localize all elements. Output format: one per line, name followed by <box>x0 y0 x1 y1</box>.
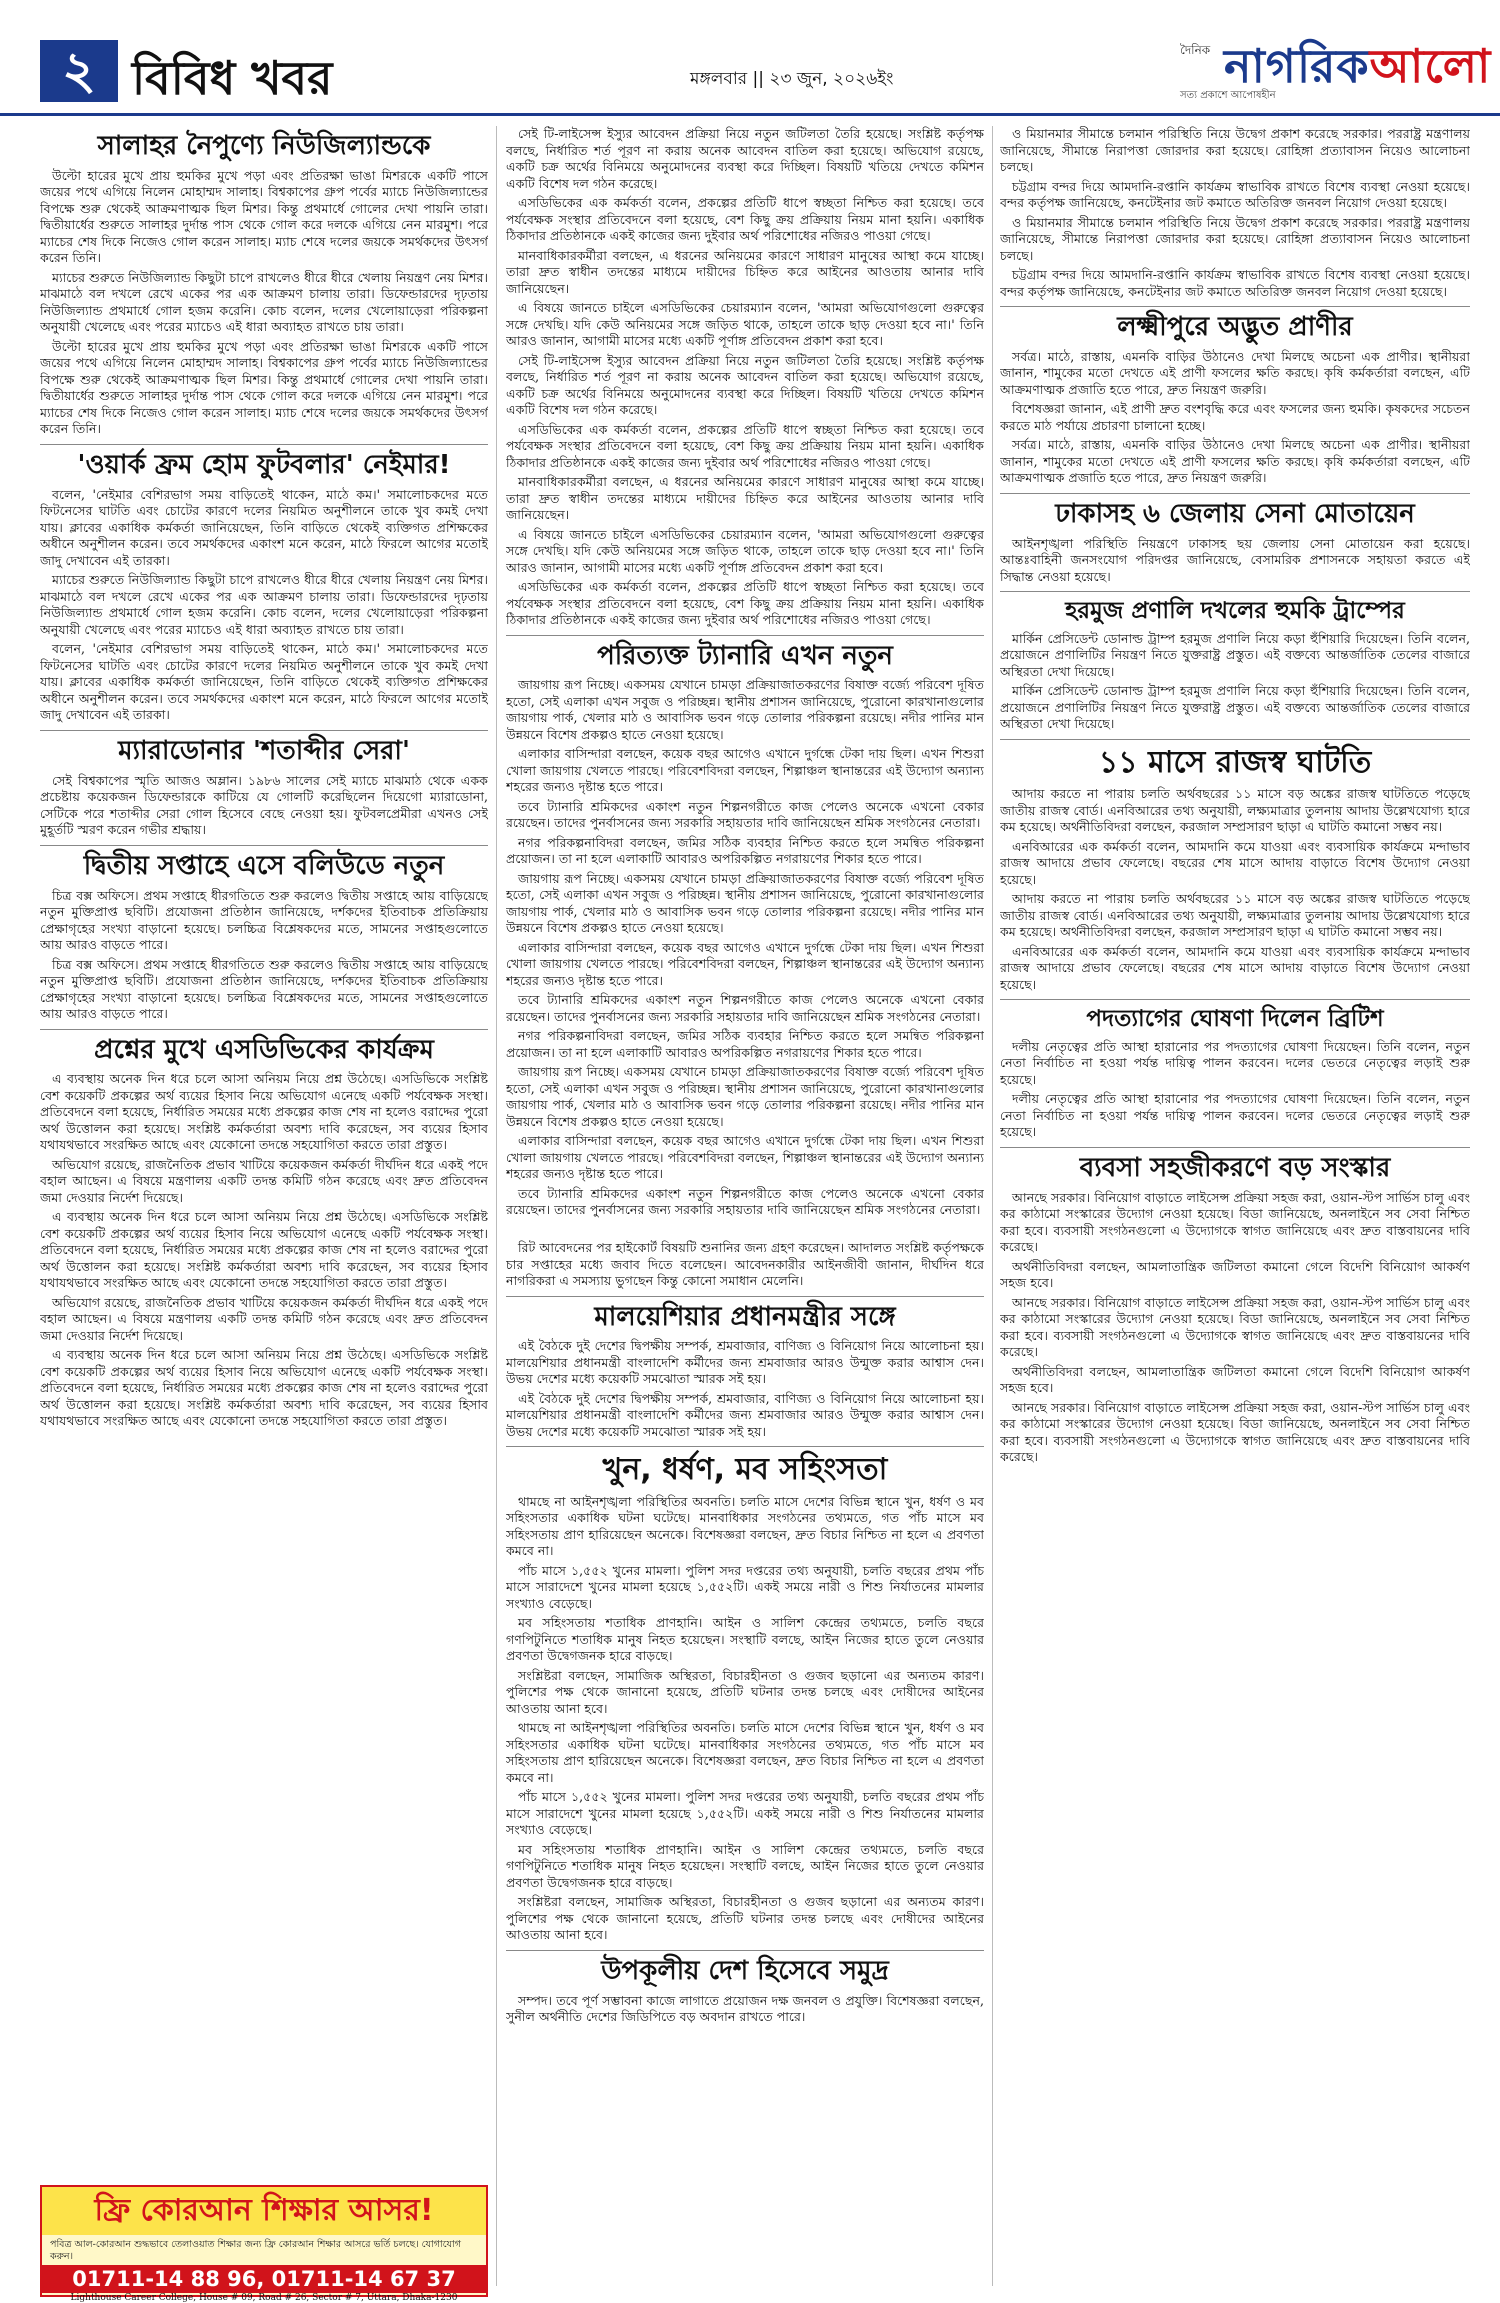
article-text: অর্থনীতিবিদরা বলছেন, আমলাতান্ত্রিক জটিলতা কমানো গেলে বিদেশি বিনিয়োগ আকর্ষণ সহজ হবে। <box>1000 1258 1470 1291</box>
article-text: মার্কিন প্রেসিডেন্ট ডোনাল্ড ট্রাম্প হরমুজ প্রণালি নিয়ে কড়া হুঁশিয়ারি দিয়েছেন। তিনি বলেন, প্রয়োজনে প্রণালিটির নিয়ন্ত্রণ নিতে যুক্তরাষ্ট্র প্রস্তুত। এই বক্তব্যে আন্তর্জাতিক তেলের বাজারে অস্থিরতা দেখা দিয়েছে। <box>1000 630 1470 679</box>
article-text: তবে ট্যানারি শ্রমিকদের একাংশ নতুন শিল্পনগরীতে কাজ পেলেও অনেকে এখনো বেকার রয়েছেন। তাদের পুনর্বাসনের জন্য সরকারি সহায়তার দাবি জানিয়েছেন শ্রমিক সংগঠনের নেতারা। <box>506 798 984 831</box>
article-text: আদায় করতে না পারায় চলতি অর্থবছরের ১১ মাসে বড় অঙ্কের রাজস্ব ঘাটতিতে পড়েছে জাতীয় রাজস্ব বোর্ড। এনবিআরের তথ্য অনুযায়ী, লক্ষ্যমাত্রার তুলনায় আদায় উল্লেখযোগ্য হারে কম হয়েছে। অর্থনীতিবিদরা বলছেন, করজাল সম্প্রসারণ ছাড়া এ ঘাটতি কমানো সম্ভব নয়। <box>1000 786 1470 835</box>
article-text: এ বিষয়ে জানতে চাইলে এসডিভিকের চেয়ারম্যান বলেন, 'আমরা অভিযোগগুলো গুরুত্বের সঙ্গে দেখছি। যদি কেউ অনিয়মের সঙ্গে জড়িত থাকে, তাহলে তাকে ছাড় দেওয়া হবে না।' তিনি আরও জানান, আগামী মাসের মধ্যে একটি পূর্ণাঙ্গ প্রতিবেদন প্রকাশ করা হবে। <box>506 300 984 348</box>
article-text: বলেন, 'নেইমার বেশিরভাগ সময় বাড়িতেই থাকেন, মাঠে কম।' সমালোচকদের মতে ফিটনেসের ঘাটতি এবং চোটের কারণে দলের নিয়মিত অনুশীলনে তাকে খুব কমই দেখা যায়। ক্লাবের একাধিক কর্মকর্তা জানিয়েছেন, তিনি বাড়িতে থেকেই ব্যক্তিগত প্রশিক্ষকের অধীনে অনুশীলন করেন। তবে সমর্থকদের একাংশ মনে করেন, মাঠে ফিরলে আগের মতোই জাদু দেখাবেন এই তারকা। <box>40 486 488 568</box>
article-text: সর্বত্র। মাঠে, রাস্তায়, এমনকি বাড়ির উঠানেও দেখা মিলছে অচেনা এক প্রাণীর। স্থানীয়রা জানান, শামুকের মতো দেখতে এই প্রাণী ফসলের ক্ষতি করছে। কৃষি কর্মকর্তারা বলছেন, এটি আক্রমণাত্মক প্রজাতি হতে পারে, দ্রুত নিয়ন্ত্রণ জরুরি। <box>1000 437 1470 486</box>
headline-business-reform: ব্যবসা সহজীকরণে বড় সংস্কার <box>1079 1152 1391 1183</box>
article-text: উল্টো হারের মুখে প্রায় হুমকির মুখে পড়া এবং প্রতিরক্ষা ভাঙা মিশরকে একটি পাসে জয়ের পথে এগিয়ে নিলেন মোহাম্মদ সালাহ। বিশ্বকাপের গ্রুপ পর্বের ম্যাচে নিউজিল্যান্ডের বিপক্ষে শুরু থেকেই আক্রমণাত্মক ছিল মিশর। কিন্তু প্রথমার্ধে গোলের দেখা পায়নি তারা। দ্বিতীয়ার্ধের শুরুতে সালাহর দুর্দান্ত পাস থেকে গোল করে দলকে এগিয়ে নেন মারমুশ। পরে ম্যাচের শেষ দিকে নিজেও গোল করেন সালাহ। ম্যাচ শেষে দলের জয়কে সমর্থকদের উৎসর্গ করেন তিনি। <box>40 338 488 437</box>
masthead-name-b: আলো <box>1369 39 1492 93</box>
headline-maradona: ম্যারাডোনার 'শতাব্দীর সেরা' <box>118 735 410 766</box>
masthead-name-a: নাগরিক <box>1224 39 1370 93</box>
article-text: জায়গায় রূপ নিচ্ছে। একসময় যেখানে চামড়া প্রক্রিয়াজাতকরণের বিষাক্ত বর্জ্যে পরিবেশ দূষিত হতো, সেই এলাকা এখন সবুজ ও পরিচ্ছন্ন। স্থানীয় প্রশাসন জানিয়েছে, পুরোনো কারখানাগুলোর জায়গায় পার্ক, খেলার মাঠ ও আবাসিক ভবন গড়ে তোলার পরিকল্পনা রয়েছে। নদীর পানির মান উন্নয়নে বিশেষ প্রকল্পও হাতে নেওয়া হয়েছে। <box>506 1064 984 1129</box>
article-text: এসডিভিকের এক কর্মকর্তা বলেন, প্রকল্পের প্রতিটি ধাপে স্বচ্ছতা নিশ্চিত করা হয়েছে। তবে পর্যবেক্ষক সংস্থার প্রতিবেদনে বলা হয়েছে, বেশ কিছু ক্রয় প্রক্রিয়ায় নিয়ম মানা হয়নি। একাধিক ঠিকাদার প্রতিষ্ঠানকে একই কাজের জন্য দুইবার অর্থ পরিশোধের নজিরও পাওয়া গেছে। <box>506 579 984 627</box>
divider <box>506 1950 984 1951</box>
page-number: ২ <box>40 40 118 102</box>
headline-sdvk: প্রশ্নের মুখে এসডিভিকের কার্যক্রম <box>94 1034 434 1065</box>
ad-phone: 01711-14 88 96, 01711-14 67 37 <box>42 2265 486 2293</box>
article-text: আনছে সরকার। বিনিয়োগ বাড়াতে লাইসেন্স প্রক্রিয়া সহজ করা, ওয়ান-স্টপ সার্ভিস চালু এবং কর কাঠামো সংস্কারের উদ্যোগ নেওয়া হয়েছে। বিডা জানিয়েছে, অনলাইনে সব সেবা নিশ্চিত করা হবে। ব্যবসায়ী সংগঠনগুলো এ উদ্যোগকে স্বাগত জানিয়েছে এবং দ্রুত বাস্তবায়নের দাবি করেছে। <box>1000 1189 1470 1255</box>
article-text: জায়গায় রূপ নিচ্ছে। একসময় যেখানে চামড়া প্রক্রিয়াজাতকরণের বিষাক্ত বর্জ্যে পরিবেশ দূষিত হতো, সেই এলাকা এখন সবুজ ও পরিচ্ছন্ন। স্থানীয় প্রশাসন জানিয়েছে, পুরোনো কারখানাগুলোর জায়গায় পার্ক, খেলার মাঠ ও আবাসিক ভবন গড়ে তোলার পরিকল্পনা রয়েছে। নদীর পানির মান উন্নয়নে বিশেষ প্রকল্পও হাতে নেওয়া হয়েছে। <box>506 677 984 742</box>
ad-body: পবিত্র আল-কোরআন শুদ্ধভাবে তেলাওয়াত শিক্ষার জন্য ফ্রি কোরআন শিক্ষার আসরে ভর্তি চলছে। যোগাযোগ করুন। <box>50 2239 461 2262</box>
headline-neymar: 'ওয়ার্ক ফ্রম হোম ফুটবলার' নেইমার! <box>77 449 451 480</box>
ad-address: Lighthouse Career College, House # 09, Road # 26, Sector # 7, Uttara, Dhaka-1230 <box>70 2293 458 2303</box>
article-text: অভিযোগ রয়েছে, রাজনৈতিক প্রভাব খাটিয়ে কয়েকজন কর্মকর্তা দীর্ঘদিন ধরে একই পদে বহাল আছেন। এ বিষয়ে মন্ত্রণালয় একটি তদন্ত কমিটি গঠন করেছে এবং দ্রুত প্রতিবেদন জমা দেওয়ার নির্দেশ দিয়েছে। <box>40 1156 488 1205</box>
divider <box>506 1296 984 1297</box>
headline-malaysia-pm: মালয়েশিয়ার প্রধানমন্ত্রীর সঙ্গে <box>594 1301 896 1332</box>
column-separator <box>992 126 993 2286</box>
article-text: অভিযোগ রয়েছে, রাজনৈতিক প্রভাব খাটিয়ে কয়েকজন কর্মকর্তা দীর্ঘদিন ধরে একই পদে বহাল আছেন। এ বিষয়ে মন্ত্রণালয় একটি তদন্ত কমিটি গঠন করেছে এবং দ্রুত প্রতিবেদন জমা দেওয়ার নির্দেশ দিয়েছে। <box>40 1294 488 1343</box>
article-text: আইনশৃঙ্খলা পরিস্থিতি নিয়ন্ত্রণে ঢাকাসহ ছয় জেলায় সেনা মোতায়েন করা হয়েছে। আন্তঃবাহিনী জনসংযোগ পরিদপ্তর জানিয়েছে, বেসামরিক প্রশাসনকে সহায়তা করতে এই সিদ্ধান্ত নেওয়া হয়েছে। <box>1000 535 1470 584</box>
divider <box>506 635 984 636</box>
article-text: সর্বত্র। মাঠে, রাস্তায়, এমনকি বাড়ির উঠানেও দেখা মিলছে অচেনা এক প্রাণীর। স্থানীয়রা জানান, শামুকের মতো দেখতে এই প্রাণী ফসলের ক্ষতি করছে। কৃষি কর্মকর্তারা বলছেন, এটি আক্রমণাত্মক প্রজাতি হতে পারে, দ্রুত নিয়ন্ত্রণ জরুরি। <box>1000 348 1470 397</box>
divider <box>1000 739 1470 740</box>
article-text: এলাকার বাসিন্দারা বলছেন, কয়েক বছর আগেও এখানে দুর্গন্ধে টেকা দায় ছিল। এখন শিশুরা খোলা জায়গায় খেলতে পারছে। পরিবেশবিদরা বলছেন, শিল্পাঞ্চল স্থানান্তরের এই উদ্যোগ অন্যান্য শহরের জন্যও দৃষ্টান্ত হতে পারে। <box>506 1133 984 1182</box>
section-title: বিবিধ খবর <box>132 51 333 105</box>
article-text: এ ব্যবস্থায় অনেক দিন ধরে চলে আসা অনিয়ম নিয়ে প্রশ্ন উঠেছে। এসডিভিকে সংশ্লিষ্ট বেশ কয়েকটি প্রকল্পের অর্থ ব্যয়ের হিসাব নিয়ে অভিযোগ এনেছে একটি পর্যবেক্ষক সংস্থা। প্রতিবেদনে বলা হয়েছে, নির্ধারিত সময়ের মধ্যে প্রকল্পের কাজ শেষ না হলেও বরাদ্দের পুরো অর্থ উত্তোলন করা হয়েছে। সংশ্লিষ্ট কর্মকর্তারা অবশ্য দাবি করেছেন, সব ব্যয়ের হিসাব যথাযথভাবে সংরক্ষিত আছে এবং যেকোনো তদন্তে সহযোগিতা করতে তারা প্রস্তুত। <box>40 1071 488 1153</box>
divider <box>1000 493 1470 494</box>
article-text: এই বৈঠকে দুই দেশের দ্বিপক্ষীয় সম্পর্ক, শ্রমবাজার, বাণিজ্য ও বিনিয়োগ নিয়ে আলোচনা হয়। মালয়েশিয়ার প্রধানমন্ত্রী বাংলাদেশি কর্মীদের জন্য শ্রমবাজার আরও উন্মুক্ত করার আশ্বাস দেন। উভয় দেশের মধ্যে কয়েকটি সমঝোতা স্মারক সই হয়। <box>506 1338 984 1387</box>
column-separator <box>496 126 497 2286</box>
headline-hormuz: হরমুজ প্রণালি দখলের হুমকি ট্রাম্পের <box>1065 598 1405 625</box>
article-text: এ বিষয়ে জানতে চাইলে এসডিভিকের চেয়ারম্যান বলেন, 'আমরা অভিযোগগুলো গুরুত্বের সঙ্গে দেখছি। যদি কেউ অনিয়মের সঙ্গে জড়িত থাকে, তাহলে তাকে ছাড় দেওয়া হবে না।' তিনি আরও জানান, আগামী মাসের মধ্যে একটি পূর্ণাঙ্গ প্রতিবেদন প্রকাশ করা হবে। <box>506 526 984 575</box>
article-text: জায়গায় রূপ নিচ্ছে। একসময় যেখানে চামড়া প্রক্রিয়াজাতকরণের বিষাক্ত বর্জ্যে পরিবেশ দূষিত হতো, সেই এলাকা এখন সবুজ ও পরিচ্ছন্ন। স্থানীয় প্রশাসন জানিয়েছে, পুরোনো কারখানাগুলোর জায়গায় পার্ক, খেলার মাঠ ও আবাসিক ভবন গড়ে তোলার পরিকল্পনা রয়েছে। নদীর পানির মান উন্নয়নে বিশেষ প্রকল্পও হাতে নেওয়া হয়েছে। <box>506 870 984 936</box>
divider <box>40 730 488 731</box>
page-header <box>0 0 1500 116</box>
article-text: নগর পরিকল্পনাবিদরা বলছেন, জমির সঠিক ব্যবহার নিশ্চিত করতে হলে সমন্বিত পরিকল্পনা প্রয়োজন। তা না হলে এলাকাটি আবারও অপরিকল্পিত নগরায়ণের শিকার হতে পারে। <box>506 1028 984 1060</box>
article-text: রিট আবেদনের পর হাইকোর্ট বিষয়টি শুনানির জন্য গ্রহণ করেছেন। আদালত সংশ্লিষ্ট কর্তৃপক্ষকে চার সপ্তাহের মধ্যে জবাব দিতে বলেছেন। আবেদনকারীর আইনজীবী জানান, দীর্ঘদিন ধরে নাগরিকরা এ সমস্যায় ভুগছেন কিন্তু কোনো সমাধান মেলেনি। <box>506 1240 984 1288</box>
article-text: ম্যাচের শুরুতে নিউজিল্যান্ড কিছুটা চাপে রাখলেও ধীরে ধীরে খেলায় নিয়ন্ত্রণ নেয় মিশর। মাঝমাঠে বল দখলে রেখে একের পর এক আক্রমণ চালায় তারা। ডিফেন্ডারদের দৃঢ়তায় নিউজিল্যান্ড প্রথমার্ধে গোল হজম করেনি। কোচ বলেন, দলের খেলোয়াড়েরা পরিকল্পনা অনুযায়ী খেলেছে এবং পরের ম্যাচেও এই ধারা অব্যাহত রাখতে চায় তারা। <box>40 269 488 335</box>
article-text: বলেন, 'নেইমার বেশিরভাগ সময় বাড়িতেই থাকেন, মাঠে কম।' সমালোচকদের মতে ফিটনেসের ঘাটতি এবং চোটের কারণে দলের নিয়মিত অনুশীলনে তাকে খুব কমই দেখা যায়। ক্লাবের একাধিক কর্মকর্তা জানিয়েছেন, তিনি বাড়িতে থেকেই ব্যক্তিগত প্রশিক্ষকের অধীনে অনুশীলন করেন। তবে সমর্থকদের একাংশ মনে করেন, মাঠে ফিরলে আগের মতোই জাদু দেখাবেন এই তারকা। <box>40 641 488 723</box>
article-text: পাঁচ মাসে ১,৫৫২ খুনের মামলা। পুলিশ সদর দপ্তরের তথ্য অনুযায়ী, চলতি বছরের প্রথম পাঁচ মাসে সারাদেশে খুনের মামলা হয়েছে ১,৫৫২টি। একই সময়ে নারী ও শিশু নির্যাতনের মামলার সংখ্যাও বেড়েছে। <box>506 1562 984 1611</box>
divider <box>40 1029 488 1030</box>
column-3 <box>1000 126 1470 2296</box>
article-text: এ ব্যবস্থায় অনেক দিন ধরে চলে আসা অনিয়ম নিয়ে প্রশ্ন উঠেছে। এসডিভিকে সংশ্লিষ্ট বেশ কয়েকটি প্রকল্পের অর্থ ব্যয়ের হিসাব নিয়ে অভিযোগ এনেছে একটি পর্যবেক্ষক সংস্থা। প্রতিবেদনে বলা হয়েছে, নির্ধারিত সময়ের মধ্যে প্রকল্পের কাজ শেষ না হলেও বরাদ্দের পুরো অর্থ উত্তোলন করা হয়েছে। সংশ্লিষ্ট কর্মকর্তারা অবশ্য দাবি করেছেন, সব ব্যয়ের হিসাব যথাযথভাবে সংরক্ষিত আছে এবং যেকোনো তদন্তে সহযোগিতা করতে তারা প্রস্তুত। <box>40 1209 488 1291</box>
article-text: এই বৈঠকে দুই দেশের দ্বিপক্ষীয় সম্পর্ক, শ্রমবাজার, বাণিজ্য ও বিনিয়োগ নিয়ে আলোচনা হয়। মালয়েশিয়ার প্রধানমন্ত্রী বাংলাদেশি কর্মীদের জন্য শ্রমবাজার আরও উন্মুক্ত করার আশ্বাস দেন। উভয় দেশের মধ্যে কয়েকটি সমঝোতা স্মারক সই হয়। <box>506 1390 984 1439</box>
article-text: চট্টগ্রাম বন্দর দিয়ে আমদানি-রপ্তানি কার্যক্রম স্বাভাবিক রাখতে বিশেষ ব্যবস্থা নেওয়া হয়েছে। বন্দর কর্তৃপক্ষ জানিয়েছে, কনটেইনার জট কমাতে অতিরিক্ত জনবল নিয়োগ দেওয়া হয়েছে। <box>1000 267 1470 299</box>
article-text: তবে ট্যানারি শ্রমিকদের একাংশ নতুন শিল্পনগরীতে কাজ পেলেও অনেকে এখনো বেকার রয়েছেন। তাদের পুনর্বাসনের জন্য সরকারি সহায়তার দাবি জানিয়েছেন শ্রমিক সংগঠনের নেতারা। <box>506 1185 984 1218</box>
quran-class-advertisement <box>40 2185 488 2303</box>
headline-sea-resources: উপকূলীয় দেশ হিসেবে সমুদ্র <box>601 1955 889 1986</box>
article-text: চিত্র বক্স অফিসে। প্রথম সপ্তাহে ধীরগতিতে শুরু করলেও দ্বিতীয় সপ্তাহে আয় বাড়িয়েছে নতুন মুক্তিপ্রাপ্ত ছবিটি। প্রযোজনা প্রতিষ্ঠান জানিয়েছে, দর্শকদের ইতিবাচক প্রতিক্রিয়ায় প্রেক্ষাগৃহের সংখ্যা বাড়ানো হয়েছে। চলচ্চিত্র বিশ্লেষকদের মতে, সামনের সপ্তাহগুলোতে আয় আরও বাড়তে পারে। <box>40 956 488 1022</box>
headline-british-resign: পদত্যাগের ঘোষণা দিলেন ব্রিটিশ <box>1086 1006 1384 1033</box>
article-text: সংশ্লিষ্টরা বলছেন, সামাজিক অস্থিরতা, বিচারহীনতা ও গুজব ছড়ানো এর অন্যতম কারণ। পুলিশের পক্ষ থেকে জানানো হয়েছে, প্রতিটি ঘটনার তদন্ত চলছে এবং দোষীদের আইনের আওতায় আনা হবে। <box>506 1667 984 1716</box>
article-text: এনবিআরের এক কর্মকর্তা বলেন, আমদানি কমে যাওয়া এবং ব্যবসায়িক কার্যক্রমে মন্দাভাব রাজস্ব আদায়ে প্রভাব ফেলেছে। বছরের শেষ মাসে আদায় বাড়াতে বিশেষ উদ্যোগ নেওয়া হয়েছে। <box>1000 838 1470 887</box>
column-2-lower <box>506 1240 984 2290</box>
article-text: মানবাধিকারকর্মীরা বলছেন, এ ধরনের অনিয়মের কারণে সাধারণ মানুষের আস্থা কমে যাচ্ছে। তারা দ্রুত স্বাধীন তদন্তের মাধ্যমে দায়ীদের চিহ্নিত করে আইনের আওতায় আনার দাবি জানিয়েছেন। <box>506 474 984 522</box>
article-text: এলাকার বাসিন্দারা বলছেন, কয়েক বছর আগেও এখানে দুর্গন্ধে টেকা দায় ছিল। এখন শিশুরা খোলা জায়গায় খেলতে পারছে। পরিবেশবিদরা বলছেন, শিল্পাঞ্চল স্থানান্তরের এই উদ্যোগ অন্যান্য শহরের জন্যও দৃষ্টান্ত হতে পারে। <box>506 939 984 988</box>
article-text: থামছে না আইনশৃঙ্খলা পরিস্থিতির অবনতি। চলতি মাসে দেশের বিভিন্ন স্থানে খুন, ধর্ষণ ও মব সহিংসতার একাধিক ঘটনা ঘটেছে। মানবাধিকার সংগঠনের তথ্যমতে, গত পাঁচ মাসে মব সহিংসতায় প্রাণ হারিয়েছেন অনেকে। বিশেষজ্ঞরা বলছেন, দ্রুত বিচার নিশ্চিত না হলে এ প্রবণতা কমবে না। <box>506 1493 984 1559</box>
masthead-tagline: সত্য প্রকাশে আপোষহীন <box>1180 90 1276 101</box>
divider <box>1000 999 1470 1000</box>
article-text: মার্কিন প্রেসিডেন্ট ডোনাল্ড ট্রাম্প হরমুজ প্রণালি নিয়ে কড়া হুঁশিয়ারি দিয়েছেন। তিনি বলেন, প্রয়োজনে প্রণালিটির নিয়ন্ত্রণ নিতে যুক্তরাষ্ট্র প্রস্তুত। এই বক্তব্যে আন্তর্জাতিক তেলের বাজারে অস্থিরতা দেখা দিয়েছে। <box>1000 683 1470 732</box>
headline-lakshmipur: লক্ষ্মীপুরে অদ্ভুত প্রাণীর <box>1117 312 1353 342</box>
article-text: চট্টগ্রাম বন্দর দিয়ে আমদানি-রপ্তানি কার্যক্রম স্বাভাবিক রাখতে বিশেষ ব্যবস্থা নেওয়া হয়েছে। বন্দর কর্তৃপক্ষ জানিয়েছে, কনটেইনার জট কমাতে অতিরিক্ত জনবল নিয়োগ দেওয়া হয়েছে। <box>1000 178 1470 210</box>
article-text: এলাকার বাসিন্দারা বলছেন, কয়েক বছর আগেও এখানে দুর্গন্ধে টেকা দায় ছিল। এখন শিশুরা খোলা জায়গায় খেলতে পারছে। পরিবেশবিদরা বলছেন, শিল্পাঞ্চল স্থানান্তরের এই উদ্যোগ অন্যান্য শহরের জন্যও দৃষ্টান্ত হতে পারে। <box>506 746 984 795</box>
headline-bollywood: দ্বিতীয় সপ্তাহে এসে বলিউডে নতুন <box>83 850 445 881</box>
article-text: আনছে সরকার। বিনিয়োগ বাড়াতে লাইসেন্স প্রক্রিয়া সহজ করা, ওয়ান-স্টপ সার্ভিস চালু এবং কর কাঠামো সংস্কারের উদ্যোগ নেওয়া হয়েছে। বিডা জানিয়েছে, অনলাইনে সব সেবা নিশ্চিত করা হবে। ব্যবসায়ী সংগঠনগুলো এ উদ্যোগকে স্বাগত জানিয়েছে এবং দ্রুত বাস্তবায়নের দাবি করেছে। <box>1000 1399 1470 1465</box>
article-text: ম্যাচের শুরুতে নিউজিল্যান্ড কিছুটা চাপে রাখলেও ধীরে ধীরে খেলায় নিয়ন্ত্রণ নেয় মিশর। মাঝমাঠে বল দখলে রেখে একের পর এক আক্রমণ চালায় তারা। ডিফেন্ডারদের দৃঢ়তায় নিউজিল্যান্ড প্রথমার্ধে গোল হজম করেনি। কোচ বলেন, দলের খেলোয়াড়েরা পরিকল্পনা অনুযায়ী খেলেছে এবং পরের ম্যাচেও এই ধারা অব্যাহত রাখতে চায় তারা। <box>40 572 488 637</box>
article-text: চিত্র বক্স অফিসে। প্রথম সপ্তাহে ধীরগতিতে শুরু করলেও দ্বিতীয় সপ্তাহে আয় বাড়িয়েছে নতুন মুক্তিপ্রাপ্ত ছবিটি। প্রযোজনা প্রতিষ্ঠান জানিয়েছে, দর্শকদের ইতিবাচক প্রতিক্রিয়ায় প্রেক্ষাগৃহের সংখ্যা বাড়ানো হয়েছে। চলচ্চিত্র বিশ্লেষকদের মতে, সামনের সপ্তাহগুলোতে আয় আরও বাড়তে পারে। <box>40 887 488 953</box>
article-text: দলীয় নেতৃত্বের প্রতি আস্থা হারানোর পর পদত্যাগের ঘোষণা দিয়েছেন। তিনি বলেন, নতুন নেতা নির্বাচিত না হওয়া পর্যন্ত দায়িত্ব পালন করবেন। দলের ভেতরে নেতৃত্বের লড়াই শুরু হয়েছে। <box>1000 1038 1470 1087</box>
issue-date: মঙ্গলবার || ২৩ জুন, ২০২৬ইং <box>690 69 894 89</box>
article-text: সংশ্লিষ্টরা বলছেন, সামাজিক অস্থিরতা, বিচারহীনতা ও গুজব ছড়ানো এর অন্যতম কারণ। পুলিশের পক্ষ থেকে জানানো হয়েছে, প্রতিটি ঘটনার তদন্ত চলছে এবং দোষীদের আইনের আওতায় আনা হবে। <box>506 1894 984 1943</box>
headline-salah: সালাহর নৈপুণ্যে নিউজিল্যান্ডকে <box>97 131 431 161</box>
article-text: অর্থনীতিবিদরা বলছেন, আমলাতান্ত্রিক জটিলতা কমানো গেলে বিদেশি বিনিয়োগ আকর্ষণ সহজ হবে। <box>1000 1363 1470 1396</box>
article-text: আনছে সরকার। বিনিয়োগ বাড়াতে লাইসেন্স প্রক্রিয়া সহজ করা, ওয়ান-স্টপ সার্ভিস চালু এবং কর কাঠামো সংস্কারের উদ্যোগ নেওয়া হয়েছে। বিডা জানিয়েছে, অনলাইনে সব সেবা নিশ্চিত করা হবে। ব্যবসায়ী সংগঠনগুলো এ উদ্যোগকে স্বাগত জানিয়েছে এবং দ্রুত বাস্তবায়নের দাবি করেছে। <box>1000 1294 1470 1360</box>
article-text: নগর পরিকল্পনাবিদরা বলছেন, জমির সঠিক ব্যবহার নিশ্চিত করতে হলে সমন্বিত পরিকল্পনা প্রয়োজন। তা না হলে এলাকাটি আবারও অপরিকল্পিত নগরায়ণের শিকার হতে পারে। <box>506 834 984 867</box>
masthead-logo <box>1180 32 1492 106</box>
article-text: এসডিভিকের এক কর্মকর্তা বলেন, প্রকল্পের প্রতিটি ধাপে স্বচ্ছতা নিশ্চিত করা হয়েছে। তবে পর্যবেক্ষক সংস্থার প্রতিবেদনে বলা হয়েছে, বেশ কিছু ক্রয় প্রক্রিয়ায় নিয়ম মানা হয়নি। একাধিক ঠিকাদার প্রতিষ্ঠানকে একই কাজের জন্য দুইবার অর্থ পরিশোধের নজিরও পাওয়া গেছে। <box>506 421 984 470</box>
article-text: ও মিয়ানমার সীমান্তে চলমান পরিস্থিতি নিয়ে উদ্বেগ প্রকাশ করেছে সরকার। পররাষ্ট্র মন্ত্রণালয় জানিয়েছে, সীমান্তে নিরাপত্তা জোরদার করা হয়েছে। রোহিঙ্গা প্রত্যাবাসন নিয়েও আলোচনা চলছে। <box>1000 126 1470 174</box>
article-text: মব সহিংসতায় শতাধিক প্রাণহানি। আইন ও সালিশ কেন্দ্রের তথ্যমতে, চলতি বছরে গণপিটুনিতে শতাধিক মানুষ নিহত হয়েছেন। সংস্থাটি বলছে, আইন নিজের হাতে তুলে নেওয়ার প্রবণতা উদ্বেগজনক হারে বাড়ছে। <box>506 1615 984 1664</box>
article-text: বিশেষজ্ঞরা জানান, এই প্রাণী দ্রুত বংশবৃদ্ধি করে এবং ফসলের জন্য হুমকি। কৃষকদের সচেতন করতে মাঠ পর্যায়ে প্রচারণা চালানো হচ্ছে। <box>1000 401 1470 433</box>
article-text: এ ব্যবস্থায় অনেক দিন ধরে চলে আসা অনিয়ম নিয়ে প্রশ্ন উঠেছে। এসডিভিকে সংশ্লিষ্ট বেশ কয়েকটি প্রকল্পের অর্থ ব্যয়ের হিসাব নিয়ে অভিযোগ এনেছে একটি পর্যবেক্ষক সংস্থা। প্রতিবেদনে বলা হয়েছে, নির্ধারিত সময়ের মধ্যে প্রকল্পের কাজ শেষ না হলেও বরাদ্দের পুরো অর্থ উত্তোলন করা হয়েছে। সংশ্লিষ্ট কর্মকর্তারা অবশ্য দাবি করেছেন, সব ব্যয়ের হিসাব যথাযথভাবে সংরক্ষিত আছে এবং যেকোনো তদন্তে সহযোগিতা করতে তারা প্রস্তুত। <box>40 1347 488 1429</box>
article-text: মানবাধিকারকর্মীরা বলছেন, এ ধরনের অনিয়মের কারণে সাধারণ মানুষের আস্থা কমে যাচ্ছে। তারা দ্রুত স্বাধীন তদন্তের মাধ্যমে দায়ীদের চিহ্নিত করে আইনের আওতায় আনার দাবি জানিয়েছেন। <box>506 247 984 296</box>
article-text: তবে ট্যানারি শ্রমিকদের একাংশ নতুন শিল্পনগরীতে কাজ পেলেও অনেকে এখনো বেকার রয়েছেন। তাদের পুনর্বাসনের জন্য সরকারি সহায়তার দাবি জানিয়েছেন শ্রমিক সংগঠনের নেতারা। <box>506 992 984 1024</box>
divider <box>1000 306 1470 307</box>
ad-title: ফ্রি কোরআন শিক্ষার আসর! <box>42 2187 486 2235</box>
headline-army-deployment: ঢাকাসহ ৬ জেলায় সেনা মোতায়েন <box>1055 498 1415 529</box>
article-text: উল্টো হারের মুখে প্রায় হুমকির মুখে পড়া এবং প্রতিরক্ষা ভাঙা মিশরকে একটি পাসে জয়ের পথে এগিয়ে নিলেন মোহাম্মদ সালাহ। বিশ্বকাপের গ্রুপ পর্বের ম্যাচে নিউজিল্যান্ডের বিপক্ষে শুরু থেকেই আক্রমণাত্মক ছিল মিশর। কিন্তু প্রথমার্ধে গোলের দেখা পায়নি তারা। দ্বিতীয়ার্ধের শুরুতে সালাহর দুর্দান্ত পাস থেকে গোল করে দলকে এগিয়ে নেন মারমুশ। পরে ম্যাচের শেষ দিকে নিজেও গোল করেন সালাহ। ম্যাচ শেষে দলের জয়কে সমর্থকদের উৎসর্গ করেন তিনি। <box>40 167 488 266</box>
divider <box>1000 1147 1470 1148</box>
article-text: সেই বিশ্বকাপের স্মৃতি আজও অম্লান। ১৯৮৬ সালের সেই ম্যাচে মাঝমাঠ থেকে একক প্রচেষ্টায় কয়েকজন ডিফেন্ডারকে কাটিয়ে যে গোলটি করেছিলেন দিয়েগো ম্যারাডোনা, সেটিকে পরে শতাব্দীর সেরা গোল হিসেবে বেছে নেওয়া হয়। ফুটবলপ্রেমীরা এখনও সেই মুহূর্তটি স্মরণ করেন গভীর শ্রদ্ধায়। <box>40 772 488 838</box>
headline-revenue: ১১ মাসে রাজস্ব ঘাটতি <box>1098 744 1372 780</box>
divider <box>40 444 488 445</box>
article-text: মব সহিংসতায় শতাধিক প্রাণহানি। আইন ও সালিশ কেন্দ্রের তথ্যমতে, চলতি বছরে গণপিটুনিতে শতাধিক মানুষ নিহত হয়েছেন। সংস্থাটি বলছে, আইন নিজের হাতে তুলে নেওয়ার প্রবণতা উদ্বেগজনক হারে বাড়ছে। <box>506 1841 984 1890</box>
article-text: আদায় করতে না পারায় চলতি অর্থবছরের ১১ মাসে বড় অঙ্কের রাজস্ব ঘাটতিতে পড়েছে জাতীয় রাজস্ব বোর্ড। এনবিআরের তথ্য অনুযায়ী, লক্ষ্যমাত্রার তুলনায় আদায় উল্লেখযোগ্য হারে কম হয়েছে। অর্থনীতিবিদরা বলছেন, করজাল সম্প্রসারণ ছাড়া এ ঘাটতি কমানো সম্ভব নয়। <box>1000 891 1470 940</box>
article-text: সম্পদ। তবে পূর্ণ সম্ভাবনা কাজে লাগাতে প্রয়োজন দক্ষ জনবল ও প্রযুক্তি। বিশেষজ্ঞরা বলছেন, সুনীল অর্থনীতি দেশের জিডিপিতে বড় অবদান রাখতে পারে। <box>506 1992 984 2025</box>
divider <box>40 845 488 846</box>
article-text: সেই টি-লাইসেন্স ইস্যুর আবেদন প্রক্রিয়া নিয়ে নতুন জটিলতা তৈরি হয়েছে। সংশ্লিষ্ট কর্তৃপক্ষ বলছে, নির্ধারিত শর্ত পূরণ না করায় অনেক আবেদন বাতিল করা হয়েছে। অভিযোগ রয়েছে, একটি চক্র অর্থের বিনিময়ে অনুমোদনের ব্যবস্থা করে দিচ্ছিল। বিষয়টি খতিয়ে দেখতে কমিশন একটি বিশেষ দল গঠন করেছে। <box>506 126 984 191</box>
article-text: এনবিআরের এক কর্মকর্তা বলেন, আমদানি কমে যাওয়া এবং ব্যবসায়িক কার্যক্রমে মন্দাভাব রাজস্ব আদায়ে প্রভাব ফেলেছে। বছরের শেষ মাসে আদায় বাড়াতে বিশেষ উদ্যোগ নেওয়া হয়েছে। <box>1000 943 1470 992</box>
article-text: দলীয় নেতৃত্বের প্রতি আস্থা হারানোর পর পদত্যাগের ঘোষণা দিয়েছেন। তিনি বলেন, নতুন নেতা নির্বাচিত না হওয়া পর্যন্ত দায়িত্ব পালন করবেন। দলের ভেতরে নেতৃত্বের লড়াই শুরু হয়েছে। <box>1000 1091 1470 1140</box>
article-text: এসডিভিকের এক কর্মকর্তা বলেন, প্রকল্পের প্রতিটি ধাপে স্বচ্ছতা নিশ্চিত করা হয়েছে। তবে পর্যবেক্ষক সংস্থার প্রতিবেদনে বলা হয়েছে, বেশ কিছু ক্রয় প্রক্রিয়ায় নিয়ম মানা হয়নি। একাধিক ঠিকাদার প্রতিষ্ঠানকে একই কাজের জন্য দুইবার অর্থ পরিশোধের নজিরও পাওয়া গেছে। <box>506 195 984 243</box>
article-text: সেই টি-লাইসেন্স ইস্যুর আবেদন প্রক্রিয়া নিয়ে নতুন জটিলতা তৈরি হয়েছে। সংশ্লিষ্ট কর্তৃপক্ষ বলছে, নির্ধারিত শর্ত পূরণ না করায় অনেক আবেদন বাতিল করা হয়েছে। অভিযোগ রয়েছে, একটি চক্র অর্থের বিনিময়ে অনুমোদনের ব্যবস্থা করে দিচ্ছিল। বিষয়টি খতিয়ে দেখতে কমিশন একটি বিশেষ দল গঠন করেছে। <box>506 352 984 417</box>
headline-violence: খুন, ধর্ষণ, মব সহিংসতা <box>602 1452 888 1488</box>
divider <box>506 1446 984 1447</box>
headline-tannery: পরিত্যক্ত ট্যানারি এখন নতুন <box>597 640 893 671</box>
article-text: পাঁচ মাসে ১,৫৫২ খুনের মামলা। পুলিশ সদর দপ্তরের তথ্য অনুযায়ী, চলতি বছরের প্রথম পাঁচ মাসে সারাদেশে খুনের মামলা হয়েছে ১,৫৫২টি। একই সময়ে নারী ও শিশু নির্যাতনের মামলার সংখ্যাও বেড়েছে। <box>506 1789 984 1838</box>
masthead-small: দৈনিক <box>1180 43 1211 57</box>
article-text: ও মিয়ানমার সীমান্তে চলমান পরিস্থিতি নিয়ে উদ্বেগ প্রকাশ করেছে সরকার। পররাষ্ট্র মন্ত্রণালয় জানিয়েছে, সীমান্তে নিরাপত্তা জোরদার করা হয়েছে। রোহিঙ্গা প্রত্যাবাসন নিয়েও আলোচনা চলছে। <box>1000 214 1470 263</box>
column-1 <box>40 126 488 2186</box>
divider <box>1000 591 1470 592</box>
article-text: থামছে না আইনশৃঙ্খলা পরিস্থিতির অবনতি। চলতি মাসে দেশের বিভিন্ন স্থানে খুন, ধর্ষণ ও মব সহিংসতার একাধিক ঘটনা ঘটেছে। মানবাধিকার সংগঠনের তথ্যমতে, গত পাঁচ মাসে মব সহিংসতায় প্রাণ হারিয়েছেন অনেকে। বিশেষজ্ঞরা বলছেন, দ্রুত বিচার নিশ্চিত না হলে এ প্রবণতা কমবে না। <box>506 1720 984 1785</box>
